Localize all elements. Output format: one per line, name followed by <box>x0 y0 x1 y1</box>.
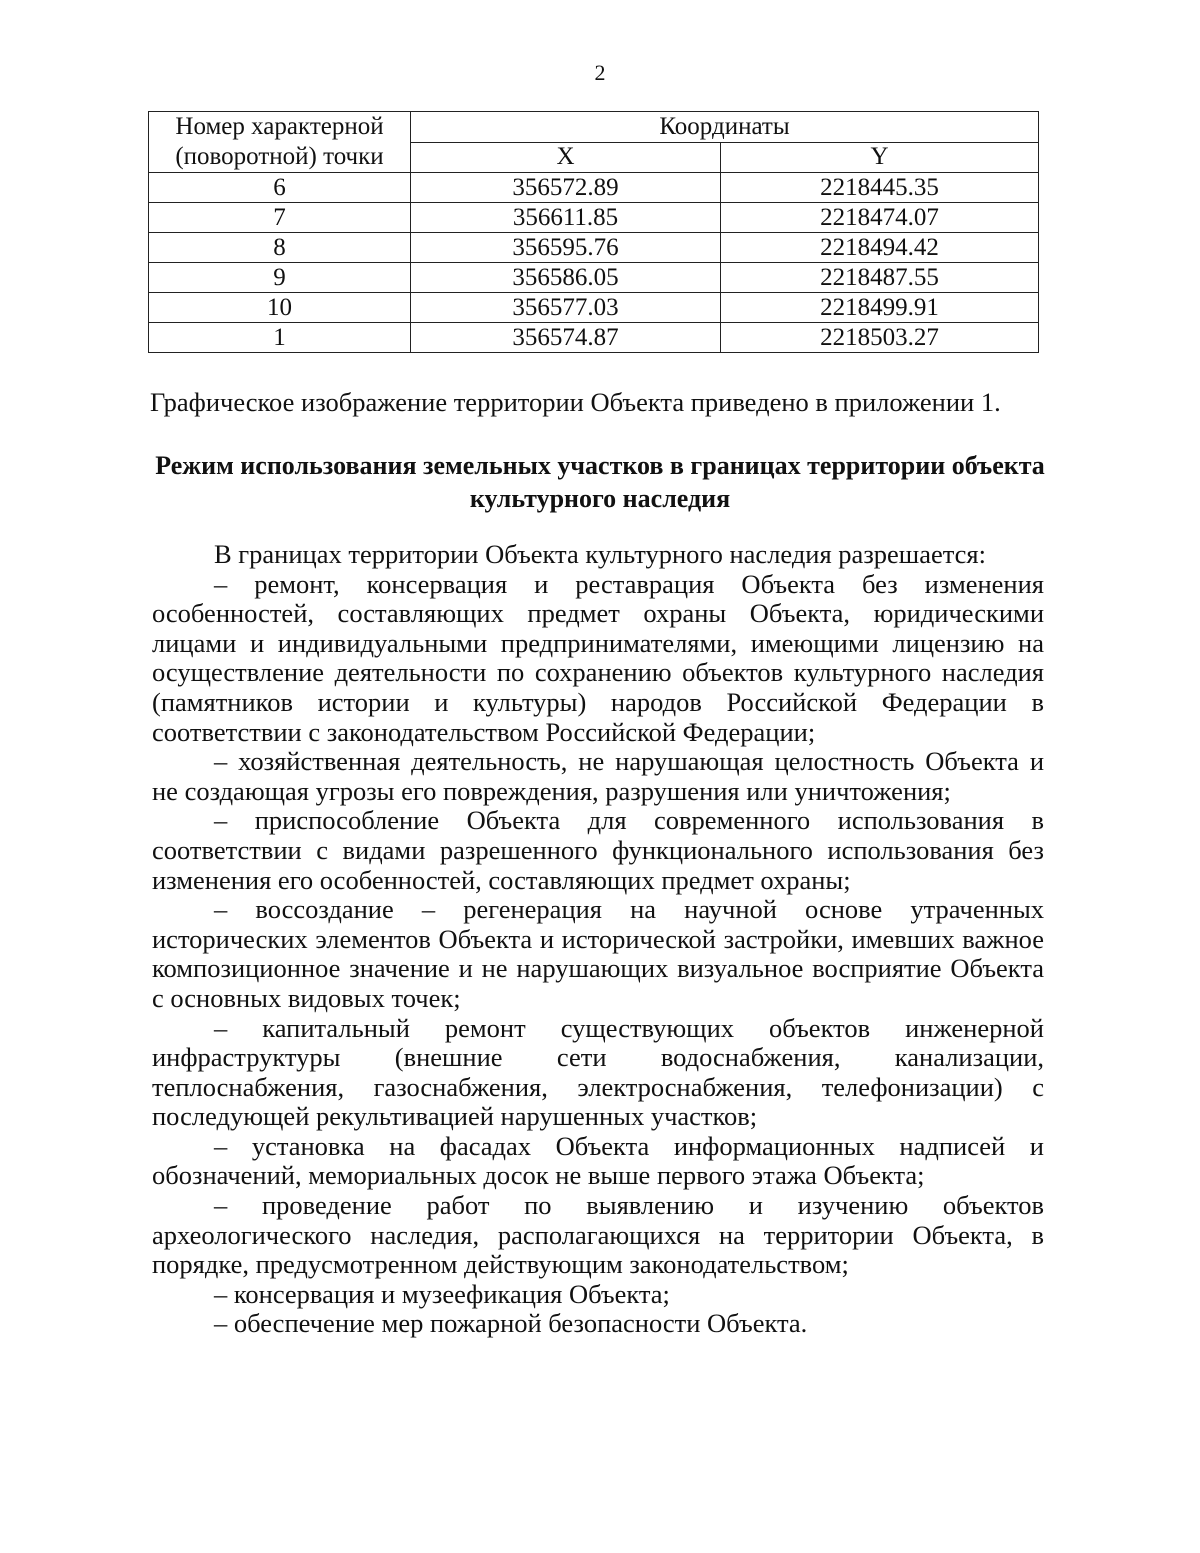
list-item: – приспособление Объекта для современного использования в соответствии с видами разрешенного функционального использования без изменения его особенностей, составляющих предмет охраны; <box>152 805 1044 895</box>
header-point-number: Номер характерной (поворотной) точки <box>149 112 411 173</box>
cell-x: 356586.05 <box>411 263 721 293</box>
body-text <box>152 540 1044 1339</box>
cell-x: 356595.76 <box>411 233 721 263</box>
list-item: – хозяйственная деятельность, не нарушающая целостность Объекта и не создающая угрозы его повреждения, разрушения или уничтожения; <box>152 746 1044 806</box>
cell-x: 356611.85 <box>411 203 721 233</box>
cell-y: 2218494.42 <box>721 233 1039 263</box>
table-header-row <box>149 112 1039 143</box>
table-row <box>149 293 1039 323</box>
list-item: – обеспечение мер пожарной безопасности Объекта. <box>214 1308 808 1339</box>
cell-y: 2218445.35 <box>721 173 1039 203</box>
intro-paragraph: В границах территории Объекта культурного наследия разрешается: <box>214 539 986 569</box>
coordinates-table <box>148 111 1039 353</box>
cell-y: 2218499.91 <box>721 293 1039 323</box>
list-item: – установка на фасадах Объекта информационных надписей и обозначений, мемориальных досок не выше первого этажа Объекта; <box>152 1130 1044 1191</box>
page-number: 2 <box>594 60 606 85</box>
cell-point: 9 <box>149 263 411 293</box>
cell-point: 1 <box>149 323 411 353</box>
list-item: – проведение работ по выявлению и изучению объектов археологического наследия, располагающихся на территории Объекта, в порядке, предусмотренном действующим законодательством; <box>152 1190 1044 1280</box>
header-x: X <box>411 142 721 173</box>
list-item: – консервация и музеефикация Объекта; <box>214 1278 670 1309</box>
cell-y: 2218487.55 <box>721 263 1039 293</box>
cell-point: 8 <box>149 233 411 263</box>
header-coordinates: Координаты <box>411 112 1039 143</box>
cell-x: 356577.03 <box>411 293 721 323</box>
table-row <box>149 173 1039 203</box>
table-row <box>149 233 1039 263</box>
list-item: – ремонт, консервация и реставрация Объекта без изменения особенностей, составляющих предмет охраны Объекта, юридическими лицами и индивидуальными предпринимателями, имеющими лицензию на осуществление деятельности по сохранению объектов культурного наследия (памятников истории и культуры) народов Российской Федерации в соответствии с законодательством Российской Федерации; <box>152 568 1044 747</box>
cell-point: 10 <box>149 293 411 323</box>
table-row <box>149 323 1039 353</box>
section-title: Режим использования земельных участков в границах территории объекта культурного наследия <box>155 451 1045 513</box>
list-item: – капитальный ремонт существующих объектов инженерной инфраструктуры (внешние сети водоснабжения, канализации, теплоснабжения, газоснабжения, электроснабжения, телефонизации) с последующей рекультивацией нарушенных участков; <box>152 1012 1044 1132</box>
cell-point: 6 <box>149 173 411 203</box>
header-y: Y <box>721 142 1039 173</box>
cell-point: 7 <box>149 203 411 233</box>
cell-y: 2218503.27 <box>721 323 1039 353</box>
cell-y: 2218474.07 <box>721 203 1039 233</box>
cell-x: 356574.87 <box>411 323 721 353</box>
table-row <box>149 263 1039 293</box>
table-row <box>149 203 1039 233</box>
cell-x: 356572.89 <box>411 173 721 203</box>
annex-caption: Графическое изображение территории Объекта приведено в приложении 1. <box>150 387 1001 417</box>
list-item: – воссоздание – регенерация на научной основе утраченных исторических элементов Объекта и исторической застройки, имевших важное композиционное значение и не нарушающих визуальное восприятие Объекта с основных видовых точек; <box>152 894 1044 1013</box>
